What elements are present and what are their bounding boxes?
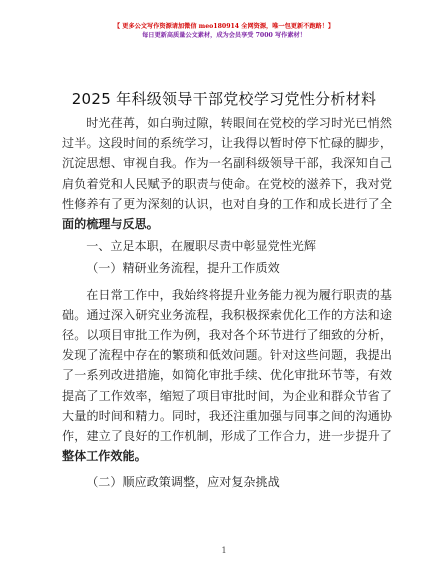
page-number: 1 xyxy=(221,546,227,555)
promo-line-1: 【 更多公文写作资源请加微信 meo180914 全网资源，唯一包更新不跑路！】 xyxy=(113,23,335,30)
paragraph-2-text: 在日常工作中，我始终将提升业务能力视为履行职责的基础。通过深入研究业务流程，我积极探索优化工作的方法和途径。以项目审批工作为例，我对各个环节进行了细致的分析，发现了流程中存在的繁琐和低效问题。针对这些问题，我提出了一系列改进措施，如简化审批手续、优化审批环节等，有效提高了工作效率，缩短了项目审批时间，为企业和群众节省了大量的时间和精力。同时，我还注重加强与同事之间的沟通协作，建立了良好的工作机制，形成了工作合力，进一步提升了 xyxy=(62,287,392,444)
section-heading-1: 一、立足本职，在履职尽责中彰显党性光辉 xyxy=(86,239,316,254)
promo-banner xyxy=(0,22,448,40)
document-title: 2025 年科级领导干部党校学习党性分析材料 xyxy=(71,90,377,108)
paragraph-2-bold-text: 整体工作效能。 xyxy=(62,449,147,464)
intro-bold-text: 面的梳理与反思。 xyxy=(62,217,159,232)
document-body xyxy=(62,113,392,493)
promo-line-2: 每日更新高质量公文素材，成为会员享受 7000 写作素材！ xyxy=(142,32,306,39)
subsection-heading-1: （一）精研业务流程，提升工作质效 xyxy=(86,261,280,276)
subsection-heading-2: （二）顺应政策调整，应对复杂挑战 xyxy=(86,475,280,490)
body-paragraph-2 xyxy=(62,285,392,467)
intro-paragraph xyxy=(62,113,392,234)
intro-text: 时光荏苒，如白驹过隙，转眼间在党校的学习时光已悄然过半。这段时间的系统学习，让我得以暂时停下忙碌的脚步，沉淀思想、审视自我。作为一名副科级领导干部，我深知自己肩负着党和人民赋予的职责与使命。在党校的滋养下，我对党性修养有了更为深刻的认识，也对自身的工作和成长进行了全 xyxy=(62,116,392,211)
